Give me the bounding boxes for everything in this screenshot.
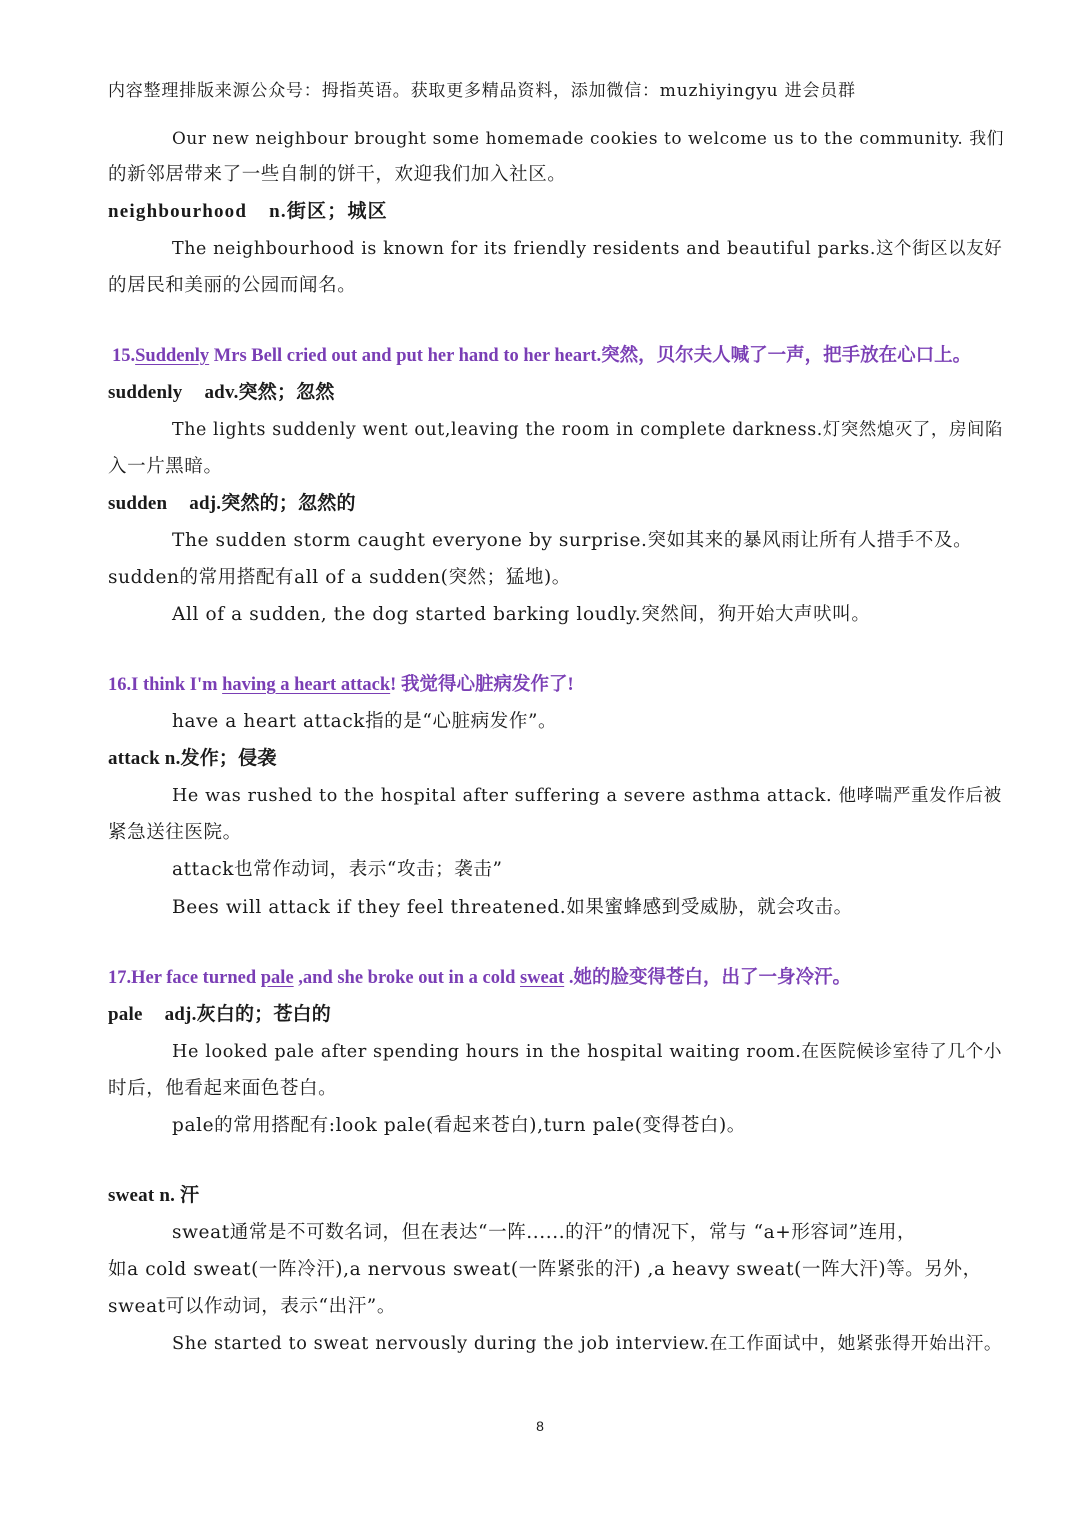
vocab-pos: n.街区；城区 bbox=[269, 201, 388, 222]
heading-text: Mrs Bell cried out and put her hand to her heart.突然，贝尔夫人喊了一声，把手放在心口上。 bbox=[209, 346, 972, 366]
vocab-attack bbox=[108, 747, 988, 771]
heading-keyword-sweat: sweat bbox=[520, 968, 565, 988]
example-pale-line-2: 时后，他看起来面色苍白。 bbox=[108, 1078, 338, 1099]
vocab-pos: adj.灰白的；苍白的 bbox=[164, 1004, 331, 1025]
heart-attack-note: have a heart attack指的是“心脏病发作”。 bbox=[172, 711, 558, 732]
pale-collocation-note: pale的常用搭配有:look pale(看起来苍白),turn pale(变得苍白)。 bbox=[172, 1115, 746, 1136]
vocab-word: pale bbox=[108, 1004, 143, 1025]
vocab-neighbourhood bbox=[108, 200, 988, 224]
vocab-word: sudden bbox=[108, 493, 168, 514]
example-neighbour-line-1: Our new neighbour brought some homemade cookies to welcome us to the community. 我们 bbox=[172, 128, 1005, 148]
heading-keyword-pale: pale bbox=[260, 968, 294, 988]
vocab-pos: adj.突然的；忽然的 bbox=[189, 493, 356, 514]
sentence-heading-16 bbox=[108, 673, 988, 697]
sudden-collocation-note: sudden的常用搭配有all of a sudden(突然；猛地)。 bbox=[108, 567, 571, 588]
heading-text-pre: 17.Her face turned bbox=[108, 968, 261, 988]
sentence-heading-15 bbox=[112, 344, 992, 368]
heading-text: ! 我觉得心脏病发作了! bbox=[390, 675, 574, 695]
example-sudden-line-2: All of a sudden, the dog started barking loudly.突然间，狗开始大声吠叫。 bbox=[172, 604, 871, 625]
example-attack-line-3: Bees will attack if they feel threatened.如果蜜蜂感到受威胁，就会攻击。 bbox=[172, 897, 853, 918]
example-sweat: She started to sweat nervously during the job interview.在工作面试中，她紧张得开始出汗。 bbox=[172, 1334, 1003, 1354]
sentence-heading-17 bbox=[108, 966, 988, 990]
example-attack-line-2: 紧急送往医院。 bbox=[108, 822, 242, 843]
page-number: 8 bbox=[536, 1418, 544, 1434]
example-neighbour-line-2: 的新邻居带来了一些自制的饼干，欢迎我们加入社区。 bbox=[108, 164, 567, 185]
heading-text-mid: ,and she broke out in a cold bbox=[293, 968, 520, 988]
vocab-pos: 汗 bbox=[180, 1185, 200, 1206]
vocab-word: neighbourhood bbox=[108, 201, 248, 222]
sweat-note-line-2: 如a cold sweat(一阵冷汗),a nervous sweat(一阵紧张的汗) ,a heavy sweat(一阵大汗)等。另外， bbox=[108, 1259, 982, 1280]
example-attack-line-1: He was rushed to the hospital after suffering a severe asthma attack. 他哮喘严重发作后被 bbox=[172, 786, 1002, 806]
vocab-pos: adv.突然；忽然 bbox=[204, 382, 335, 403]
heading-number: 15. bbox=[112, 346, 136, 366]
vocab-sudden bbox=[108, 492, 988, 516]
example-suddenly-line-2: 入一片黑暗。 bbox=[108, 456, 223, 477]
example-neighbourhood-line-1: The neighbourhood is known for its friendly residents and beautiful parks.这个街区以友好 bbox=[172, 239, 1003, 259]
heading-keyword: Suddenly bbox=[135, 346, 210, 366]
sweat-note-line-1: sweat通常是不可数名词，但在表达“一阵......的汗”的情况下，常与 “a+形容词”连用， bbox=[172, 1222, 917, 1243]
example-sudden-line-1: The sudden storm caught everyone by surprise.突如其来的暴风雨让所有人措手不及。 bbox=[172, 530, 973, 551]
heading-keyword: having a heart attack bbox=[222, 675, 391, 695]
heading-text: .她的脸变得苍白，出了一身冷汗。 bbox=[564, 968, 851, 988]
vocab-sweat bbox=[108, 1184, 988, 1208]
example-neighbourhood-line-2: 的居民和美丽的公园而闻名。 bbox=[108, 275, 357, 296]
vocab-word: attack n. bbox=[108, 748, 181, 769]
vocab-word: sweat n. bbox=[108, 1185, 176, 1206]
attack-verb-note: attack也常作动词，表示“攻击；袭击” bbox=[172, 859, 503, 880]
sweat-note-line-3: sweat可以作动词，表示“出汗”。 bbox=[108, 1296, 396, 1317]
example-pale-line-1: He looked pale after spending hours in the hospital waiting room.在医院候诊室待了几个小 bbox=[172, 1042, 1003, 1062]
vocab-pos: 发作；侵袭 bbox=[180, 748, 277, 769]
vocab-word: suddenly bbox=[108, 382, 183, 403]
vocab-pale bbox=[108, 1003, 988, 1027]
heading-text-pre: 16.I think I'm bbox=[108, 675, 223, 695]
vocab-suddenly bbox=[108, 381, 988, 405]
header-source-line: 内容整理排版来源公众号：拇指英语。获取更多精品资料，添加微信：muzhiyingyu 进会员群 bbox=[108, 81, 856, 101]
example-suddenly-line-1: The lights suddenly went out,leaving the room in complete darkness.灯突然熄灭了，房间陷 bbox=[172, 420, 1003, 440]
